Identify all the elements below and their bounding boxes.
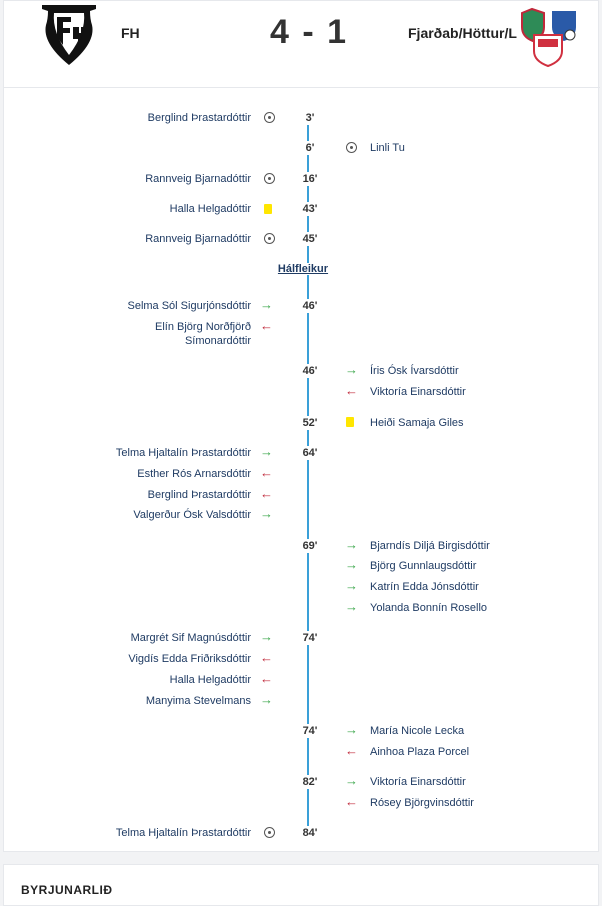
goal-ball-icon bbox=[346, 142, 357, 153]
sub-in-player[interactable]: Björg Gunnlaugsdóttir bbox=[370, 560, 477, 572]
sub-out-arrow-icon: ← bbox=[345, 743, 358, 758]
away-team-name[interactable]: Fjarðab/Höttur/L bbox=[408, 25, 517, 41]
sub-out-player[interactable]: Rósey Björgvinsdóttir bbox=[370, 797, 474, 809]
event-player-name[interactable]: Rannveig Bjarnadóttir bbox=[145, 173, 251, 185]
event-minute: 74' bbox=[296, 631, 324, 645]
event-player-name[interactable]: Halla Helgadóttir bbox=[169, 203, 251, 215]
sub-in-arrow-icon: → bbox=[260, 506, 273, 521]
sub-in-player[interactable]: Telma Hjaltalín Þrastardóttir bbox=[115, 447, 251, 459]
away-team-crest-logo[interactable] bbox=[518, 5, 580, 67]
event-minute: 3' bbox=[296, 111, 324, 125]
event-player-name[interactable]: Rannveig Bjarnadóttir bbox=[145, 233, 251, 245]
sub-in-player[interactable]: Yolanda Bonnín Rosello bbox=[370, 602, 488, 614]
sub-out-player[interactable]: Vigdís Edda Friðriksdóttir bbox=[128, 653, 251, 665]
sub-out-player[interactable]: Esther Rós Arnarsdóttir bbox=[137, 468, 251, 480]
sub-in-player[interactable]: Manyima Stevelmans bbox=[145, 695, 251, 707]
sub-out-arrow-icon: ← bbox=[260, 650, 273, 665]
goal-ball-icon bbox=[264, 173, 275, 184]
sub-out-arrow-icon: ← bbox=[260, 486, 273, 501]
sub-in-arrow-icon: → bbox=[260, 629, 273, 644]
event-minute: 46' bbox=[296, 364, 324, 378]
sub-out-player[interactable]: Ainhoa Plaza Porcel bbox=[370, 746, 470, 758]
sub-out-arrow-icon: ← bbox=[260, 671, 273, 686]
sub-out-arrow-icon: ← bbox=[345, 383, 358, 398]
sub-out-arrow-icon: ← bbox=[260, 318, 273, 333]
event-minute: 43' bbox=[296, 202, 324, 216]
yellow-card-icon bbox=[264, 204, 272, 214]
sub-in-arrow-icon: → bbox=[345, 722, 358, 737]
lineup-title: BYRJUNARLIÐ bbox=[21, 883, 113, 897]
match-timeline-card bbox=[3, 0, 599, 852]
halftime-marker: Hálfleikur bbox=[266, 263, 340, 275]
event-minute: 82' bbox=[296, 775, 324, 789]
sub-in-arrow-icon: → bbox=[260, 692, 273, 707]
event-minute: 84' bbox=[296, 826, 324, 840]
event-player-name[interactable]: Heiði Samaja Giles bbox=[370, 417, 464, 429]
sub-in-arrow-icon: → bbox=[345, 599, 358, 614]
goal-ball-icon bbox=[264, 233, 275, 244]
event-player-name[interactable]: Telma Hjaltalín Þrastardóttir bbox=[115, 827, 251, 839]
sub-out-player[interactable]: Elín Björg Norðfjörð bbox=[155, 321, 251, 333]
goal-ball-icon bbox=[264, 112, 275, 123]
event-minute: 74' bbox=[296, 724, 324, 738]
goal-ball-icon bbox=[264, 827, 275, 838]
sub-in-arrow-icon: → bbox=[260, 444, 273, 459]
event-minute: 64' bbox=[296, 446, 324, 460]
fh-crest-logo[interactable] bbox=[40, 3, 98, 67]
sub-in-player[interactable]: María Nicole Lecka bbox=[370, 725, 465, 737]
sub-in-player[interactable]: Katrín Edda Jónsdóttir bbox=[370, 581, 479, 593]
event-player-name[interactable]: Linli Tu bbox=[370, 142, 405, 154]
event-minute: 46' bbox=[296, 299, 324, 313]
sub-in-arrow-icon: → bbox=[345, 578, 358, 593]
sub-out-player[interactable]: Viktoría Einarsdóttir bbox=[370, 386, 466, 398]
sub-in-arrow-icon: → bbox=[260, 297, 273, 312]
sub-out-player-line2[interactable]: Símonardóttir bbox=[184, 335, 251, 347]
match-header bbox=[4, 1, 600, 88]
event-player-name[interactable]: Berglind Þrastardóttir bbox=[147, 112, 251, 124]
sub-out-player[interactable]: Halla Helgadóttir bbox=[169, 674, 251, 686]
event-minute: 69' bbox=[296, 539, 324, 553]
sub-in-arrow-icon: → bbox=[345, 362, 358, 377]
match-score: 4 - 1 bbox=[269, 13, 349, 51]
event-minute: 45' bbox=[296, 232, 324, 246]
sub-in-player[interactable]: Íris Ósk Ívarsdóttir bbox=[370, 365, 459, 377]
sub-in-player[interactable]: Valgerður Ósk Valsdóttir bbox=[133, 509, 251, 521]
sub-in-player[interactable]: Selma Sól Sigurjónsdóttir bbox=[127, 300, 251, 312]
sub-in-arrow-icon: → bbox=[345, 773, 358, 788]
event-minute: 52' bbox=[296, 416, 324, 430]
sub-out-player[interactable]: Berglind Þrastardóttir bbox=[147, 489, 251, 501]
sub-in-player[interactable]: Bjarndís Diljá Birgisdóttir bbox=[370, 540, 490, 552]
event-minute: 6' bbox=[296, 141, 324, 155]
sub-in-arrow-icon: → bbox=[345, 537, 358, 552]
yellow-card-icon bbox=[346, 417, 354, 427]
sub-out-arrow-icon: ← bbox=[345, 794, 358, 809]
home-team-name[interactable]: FH bbox=[121, 25, 140, 41]
sub-in-player[interactable]: Margrét Sif Magnúsdóttir bbox=[130, 632, 251, 644]
event-minute: 16' bbox=[296, 172, 324, 186]
lineup-section-header[interactable] bbox=[3, 864, 599, 906]
sub-in-player[interactable]: Viktoría Einarsdóttir bbox=[370, 776, 466, 788]
sub-out-arrow-icon: ← bbox=[260, 465, 273, 480]
sub-in-arrow-icon: → bbox=[345, 557, 358, 572]
